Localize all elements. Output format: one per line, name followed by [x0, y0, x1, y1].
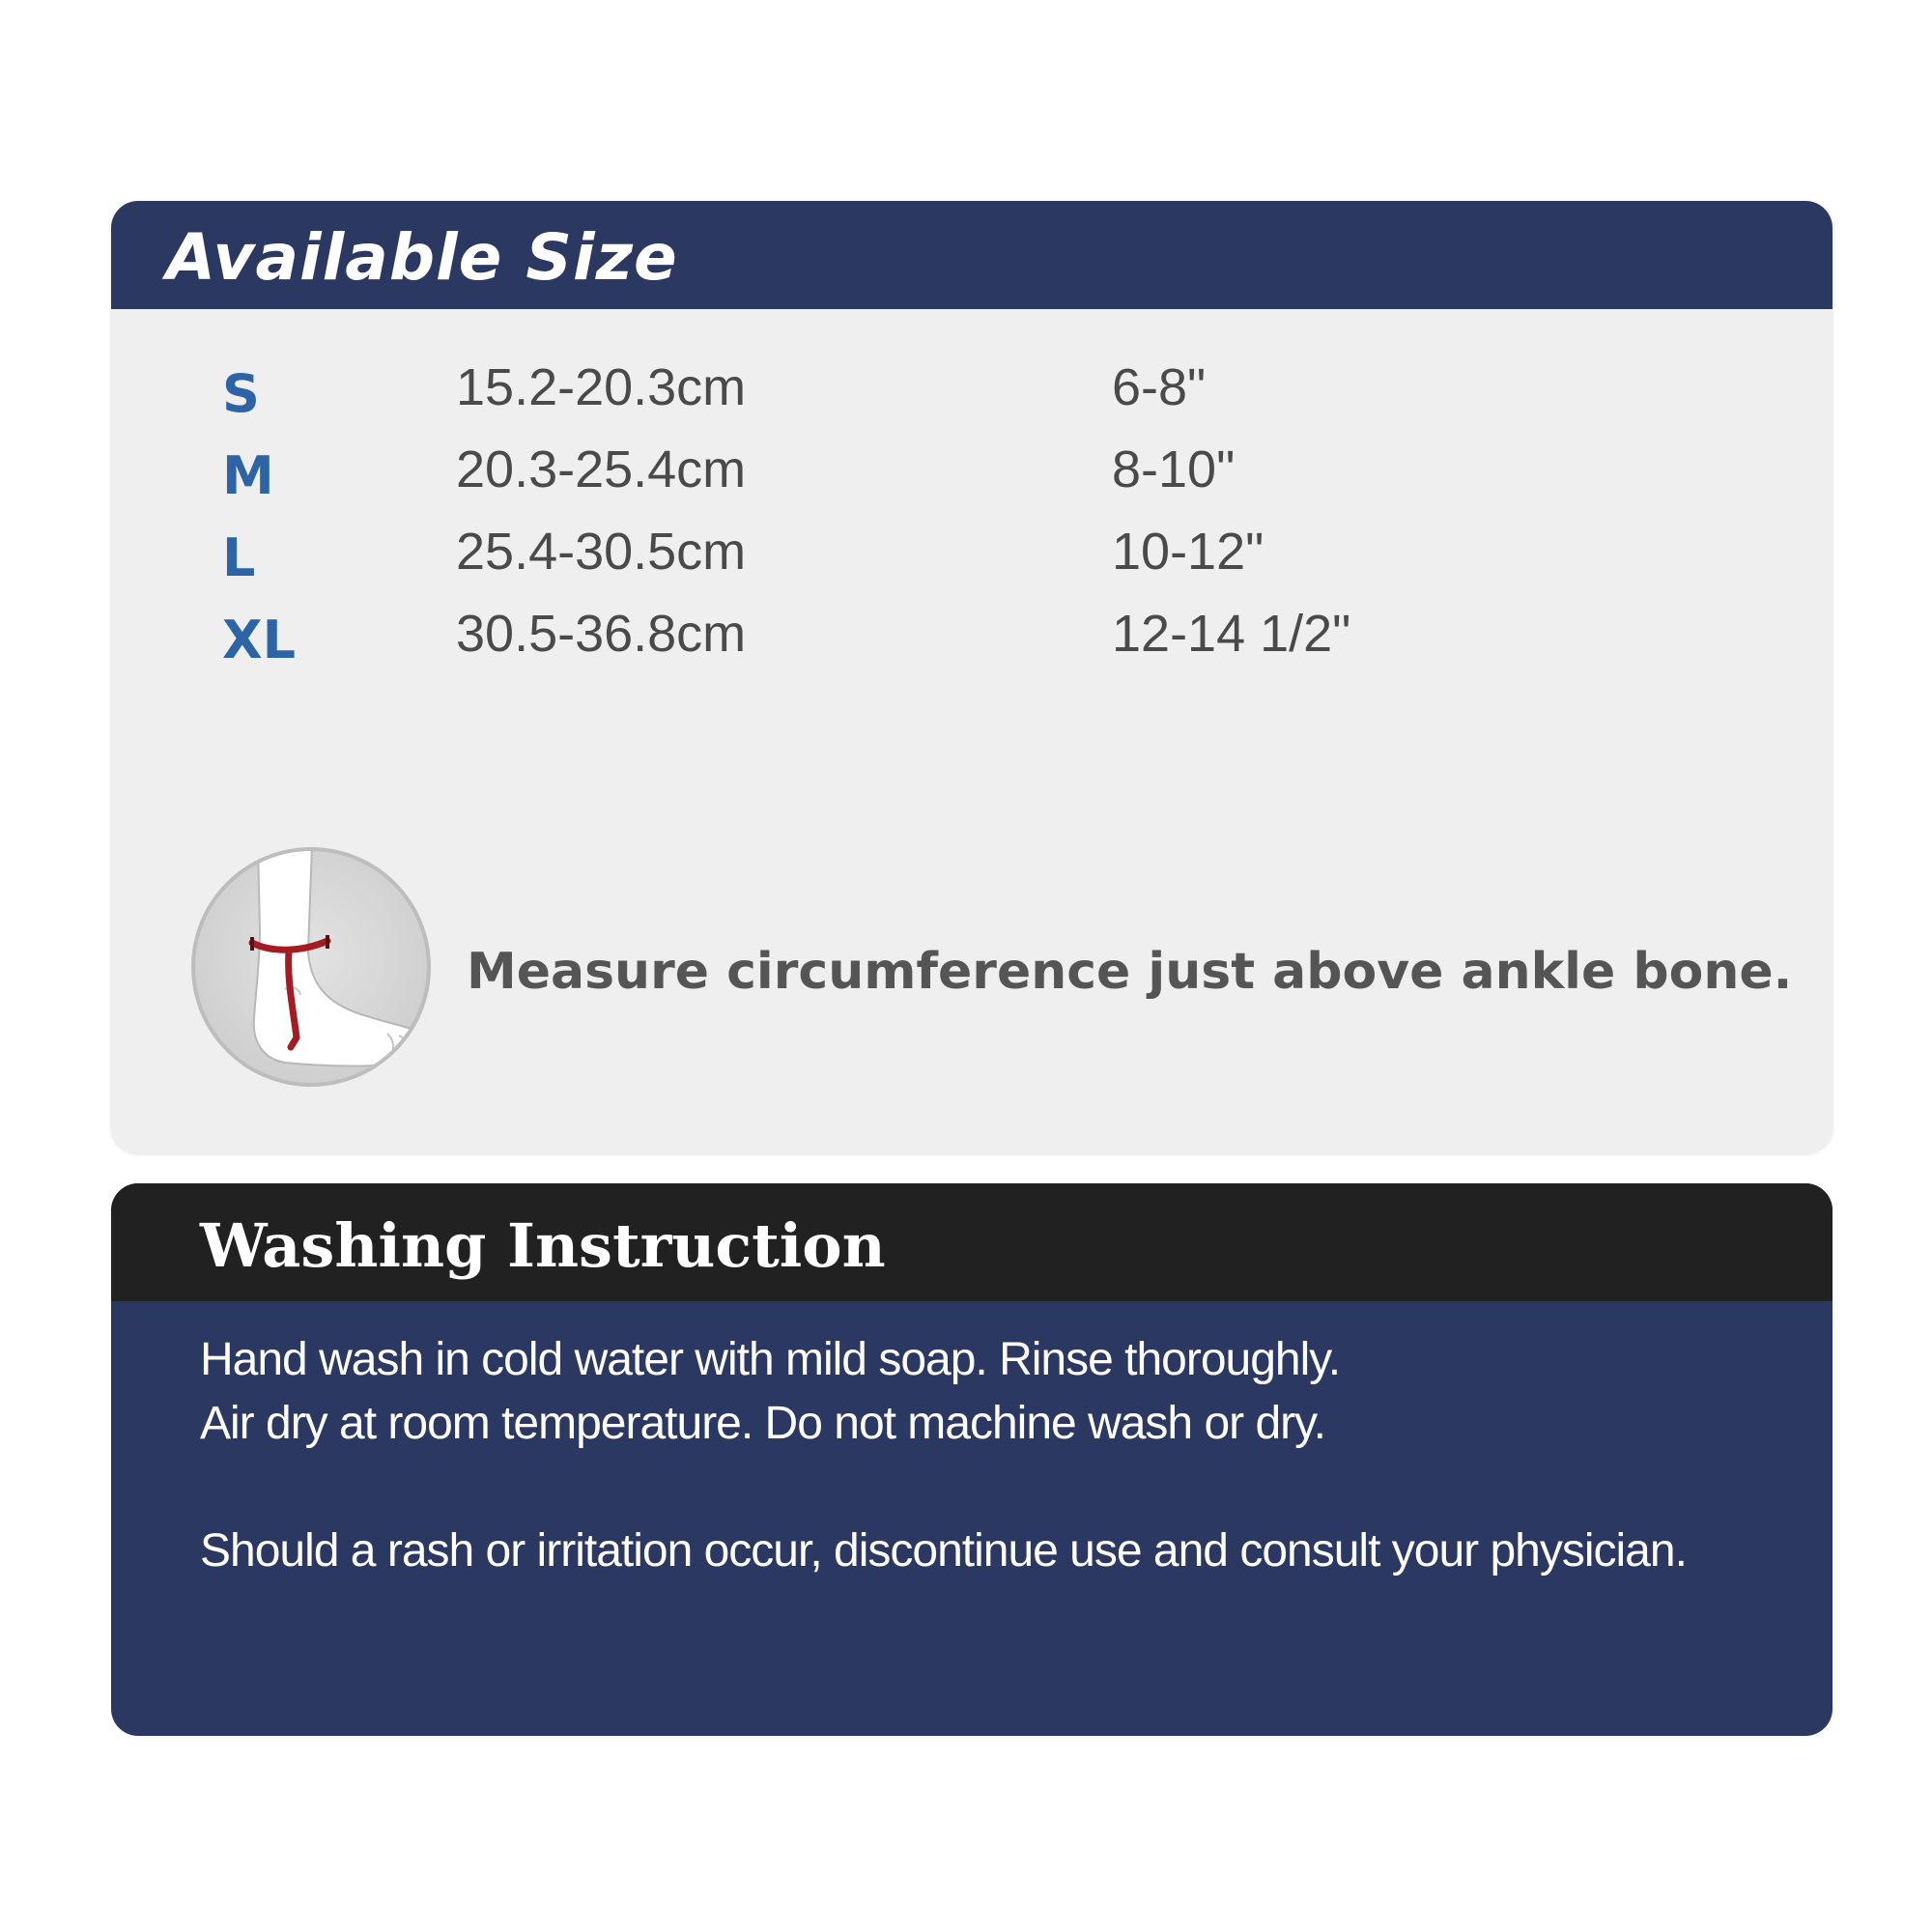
size-chart-card	[111, 201, 1833, 1153]
size-cm-range: 30.5-36.8cm	[456, 605, 747, 663]
size-label: M	[222, 445, 274, 506]
ankle-measure-icon	[188, 844, 434, 1090]
size-inch-range: 6-8"	[1112, 358, 1207, 416]
size-row-m	[111, 438, 1833, 520]
washing-header	[111, 1183, 1833, 1301]
size-chart-header	[111, 201, 1833, 309]
size-label: XL	[222, 610, 297, 670]
spacer	[200, 1456, 1765, 1520]
size-row-l	[111, 520, 1833, 602]
size-label: S	[222, 363, 260, 424]
washing-body	[200, 1328, 1765, 1583]
size-cm-range: 25.4-30.5cm	[456, 523, 747, 581]
size-cm-range: 15.2-20.3cm	[456, 358, 747, 416]
washing-title: Washing Instruction	[200, 1210, 886, 1281]
size-chart-title: Available Size	[166, 220, 678, 295]
size-cm-range: 20.3-25.4cm	[456, 440, 747, 498]
size-label: L	[222, 527, 256, 588]
washing-card	[111, 1183, 1833, 1736]
size-row-xl	[111, 602, 1833, 684]
washing-line: Hand wash in cold water with mild soap. Rinse thoroughly.	[200, 1334, 1341, 1385]
washing-warning: Should a rash or irritation occur, discontinue use and consult your physician.	[200, 1525, 1687, 1577]
size-inch-range: 10-12"	[1112, 523, 1264, 581]
size-inch-range: 12-14 1/2"	[1112, 605, 1351, 663]
washing-line: Air dry at room temperature. Do not machine wash or dry.	[200, 1398, 1325, 1449]
size-inch-range: 8-10"	[1112, 440, 1236, 498]
measure-instruction: Measure circumference just above ankle bone.	[467, 943, 1793, 1001]
size-row-s	[111, 355, 1833, 438]
size-table	[111, 355, 1833, 684]
